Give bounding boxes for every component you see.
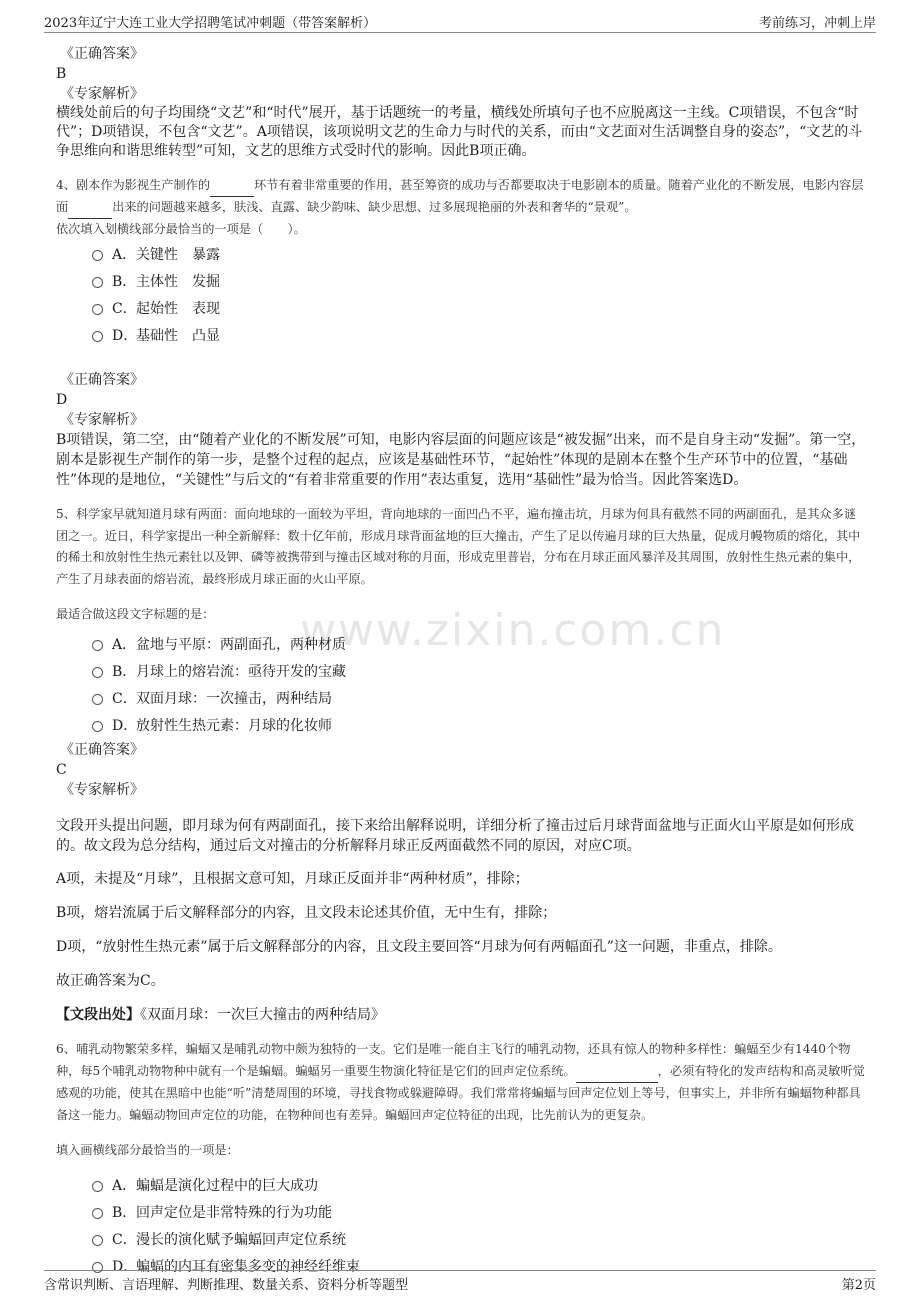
q4-option-b[interactable]: B．主体性 发掘 [56, 269, 868, 296]
radio-icon[interactable] [92, 721, 103, 732]
radio-icon[interactable] [92, 277, 103, 288]
q4-option-c[interactable]: C．起始性 表现 [56, 296, 868, 323]
q6-option-d[interactable]: D．蝙蝠的内耳有密集多变的神经纤维束 [56, 1254, 868, 1281]
q4-answer: D [56, 392, 68, 408]
q4-blank-2 [68, 197, 112, 219]
q5-options [56, 632, 868, 740]
q5-answer-label: 《正确答案》 [60, 742, 144, 758]
q5-answer: C [56, 762, 67, 778]
radio-icon[interactable] [92, 694, 103, 705]
page-content [56, 44, 868, 1281]
q6-stem-part1: 6、哺乳动物繁荣多样，蝙蝠又是哺乳动物中颇为独特的一支。它们是唯一能自主飞行的哺乳动物，还具有惊人的物种多样性：蝙蝠至少有1440个物种，每5个哺乳动物物种中就有一个是蝙蝠。蝙蝠另一重要生物演化特征是它们的回声定位系统。 [56, 1042, 851, 1078]
q5-stem: 5、科学家早就知道月球有两面：面向地球的一面较为平坦，背向地球的一面凹凸不平，遍布撞击坑，月球为何具有截然不同的两副面孔，是其众多谜团之一。近日，科学家提出一种全新解释：数十亿年前，形成月球背面盆地的巨大撞击，产生了足以传遍月球的巨大热量，促成月幔物质的熔化，其中的稀土和放射性生热元素钍以及钾、磷等被携带到与撞击区域对称的月面，形成克里普岩，分布在月球正面风暴洋及其周围，放射性生热元素的集中，产生了月球表面的熔岩流，最终形成月球正面的火山平原。 [56, 507, 861, 586]
q4-instruction: 依次填入划横线部分最恰当的一项是（ ）。 [56, 222, 306, 236]
radio-icon[interactable] [92, 250, 103, 261]
q4-analysis: B项错误，第二空，由“随着产业化的不断发展”可知，电影内容层面的问题应该是“被发掘”出来，而不是自身主动“发掘”。第一空，剧本是影视生产制作的第一步，是整个过程的起点，应该是基础性环节，“起始性”体现的是剧本在整个生产环节中的位置，“基础性”体现的是地位，“关键性”与后文的“有着非常重要的作用”表达重复，选用“基础性”最为恰当。因此答案选D。 [56, 432, 866, 488]
q6-option-b[interactable]: B．回声定位是非常特殊的行为功能 [56, 1200, 868, 1227]
q5-source [56, 1005, 868, 1025]
radio-icon[interactable] [92, 1208, 103, 1219]
watermark: www.zixin.com.cn [300, 605, 726, 656]
radio-icon[interactable] [92, 304, 103, 315]
radio-icon[interactable] [92, 667, 103, 678]
q5-option-d[interactable]: D．放射性生热元素：月球的化妆师 [56, 713, 868, 740]
q5-analysis-option-b: B项，熔岩流属于后文解释部分的内容，且文段未论述其价值，无中生有，排除； [56, 905, 557, 921]
q6-stem [56, 1039, 868, 1126]
q4-analysis-label: 《专家解析》 [60, 412, 144, 428]
q6-blank [576, 1061, 658, 1084]
q5-option-b[interactable]: B．月球上的熔岩流：亟待开发的宝藏 [56, 659, 868, 686]
q4-stem-part3: 出来的问题越来越多，肤浅、直露、缺少韵味、缺少思想、过多展现艳丽的外表和奢华的“景观”。 [112, 200, 637, 214]
radio-icon[interactable] [92, 1181, 103, 1192]
q5-source-title: 《双面月球：一次巨大撞击的两种结局》 [140, 1007, 385, 1023]
q5-source-label: 【文段出处】 [56, 1007, 140, 1023]
q5-option-a[interactable]: A．盆地与平原：两副面孔，两种材质 [56, 632, 868, 659]
radio-icon[interactable] [92, 640, 103, 651]
page-footer [44, 1270, 876, 1293]
q3-answer: B [56, 66, 67, 82]
q5-option-c[interactable]: C．双面月球：一次撞击，两种结局 [56, 686, 868, 713]
q5-question: 最适合做这段文字标题的是： [56, 607, 215, 621]
footer-note: 含常识判断、言语理解、判断推理、数量关系、资料分析等题型 [44, 1278, 409, 1293]
q3-answer-label: 《正确答案》 [60, 46, 144, 62]
q6-question: 填入画横线部分最恰当的一项是： [56, 1143, 239, 1157]
q4-blank-1 [210, 175, 254, 197]
q4-stem-part1: 4、剧本作为影视生产制作的 [56, 178, 211, 192]
q6-option-a[interactable]: A．蝙蝠是演化过程中的巨大成功 [56, 1173, 868, 1200]
q4-option-d[interactable]: D．基础性 凸显 [56, 323, 868, 350]
radio-icon[interactable] [92, 331, 103, 342]
page-header [44, 10, 876, 33]
q4-stem-part2: 环节有着非常重要的作用，甚至筹资的成功与否都要取决于电影剧本的质量。随着产业化的不断发展，电影内容层面 [56, 178, 864, 214]
header-slogan: 考前练习，冲刺上岸 [758, 16, 876, 31]
q5-analysis-summary: 文段开头提出问题，即月球为何有两副面孔，接下来给出解释说明，详细分析了撞击过后月球背面盆地与正面火山平原是如何形成的。故文段为总分结构，通过后文对撞击的分析解释月球正反两面截然不同的原因，对应C项。 [56, 818, 854, 854]
q5-analysis-conclusion: 故正确答案为C。 [56, 973, 165, 989]
q5-analysis-option-a: A项，未提及“月球”，且根据文意可知，月球正反面并非“两种材质”，排除； [56, 871, 529, 887]
q4-stem [56, 175, 868, 219]
q4-answer-label: 《正确答案》 [60, 372, 144, 388]
page-number: 第2页 [841, 1278, 876, 1293]
q5-analysis-label: 《专家解析》 [60, 782, 144, 798]
q6-stem-part2: ，必须有特化的发声结构和高灵敏听觉感观的功能，使其在黑暗中也能“听”清楚周围的环境，寻找食物或躲避障碍。我们常常将蝙蝠与回声定位划上等号，但事实上，并非所有蝙蝠物种都具备这一能力。蝙蝠动物回声定位的功能，在物种间也有差异。蝙蝠回声定位特征的出现，比先前认为的更复杂。 [56, 1063, 865, 1122]
q3-analysis-label: 《专家解析》 [60, 86, 144, 102]
radio-icon[interactable] [92, 1235, 103, 1246]
q6-options [56, 1173, 868, 1281]
document-title: 2023年辽宁大连工业大学招聘笔试冲刺题（带答案解析） [44, 16, 377, 31]
q6-option-c[interactable]: C．漫长的演化赋予蝙蝠回声定位系统 [56, 1227, 868, 1254]
q5-analysis-option-d: D项，“放射性生热元素”属于后文解释部分的内容，且文段主要回答“月球为何有两幅面孔”这一问题，非重点，排除。 [56, 939, 782, 955]
q3-analysis: 横线处前后的句子均围绕“文艺”和“时代”展开，基于话题统一的考量，横线处所填句子也不应脱离这一主线。C项错误，不包含“时代”；D项错误，不包含“文艺”。A项错误，该项说明文艺的生命力与时代的关系，而由“文艺面对生活调整自身的姿态”，“文艺的斗争思维向和谐思维转型”可知，文艺的思维方式受时代的影响。因此B项正确。 [56, 105, 863, 159]
q4-options [56, 242, 868, 350]
q4-option-a[interactable]: A．关键性 暴露 [56, 242, 868, 269]
